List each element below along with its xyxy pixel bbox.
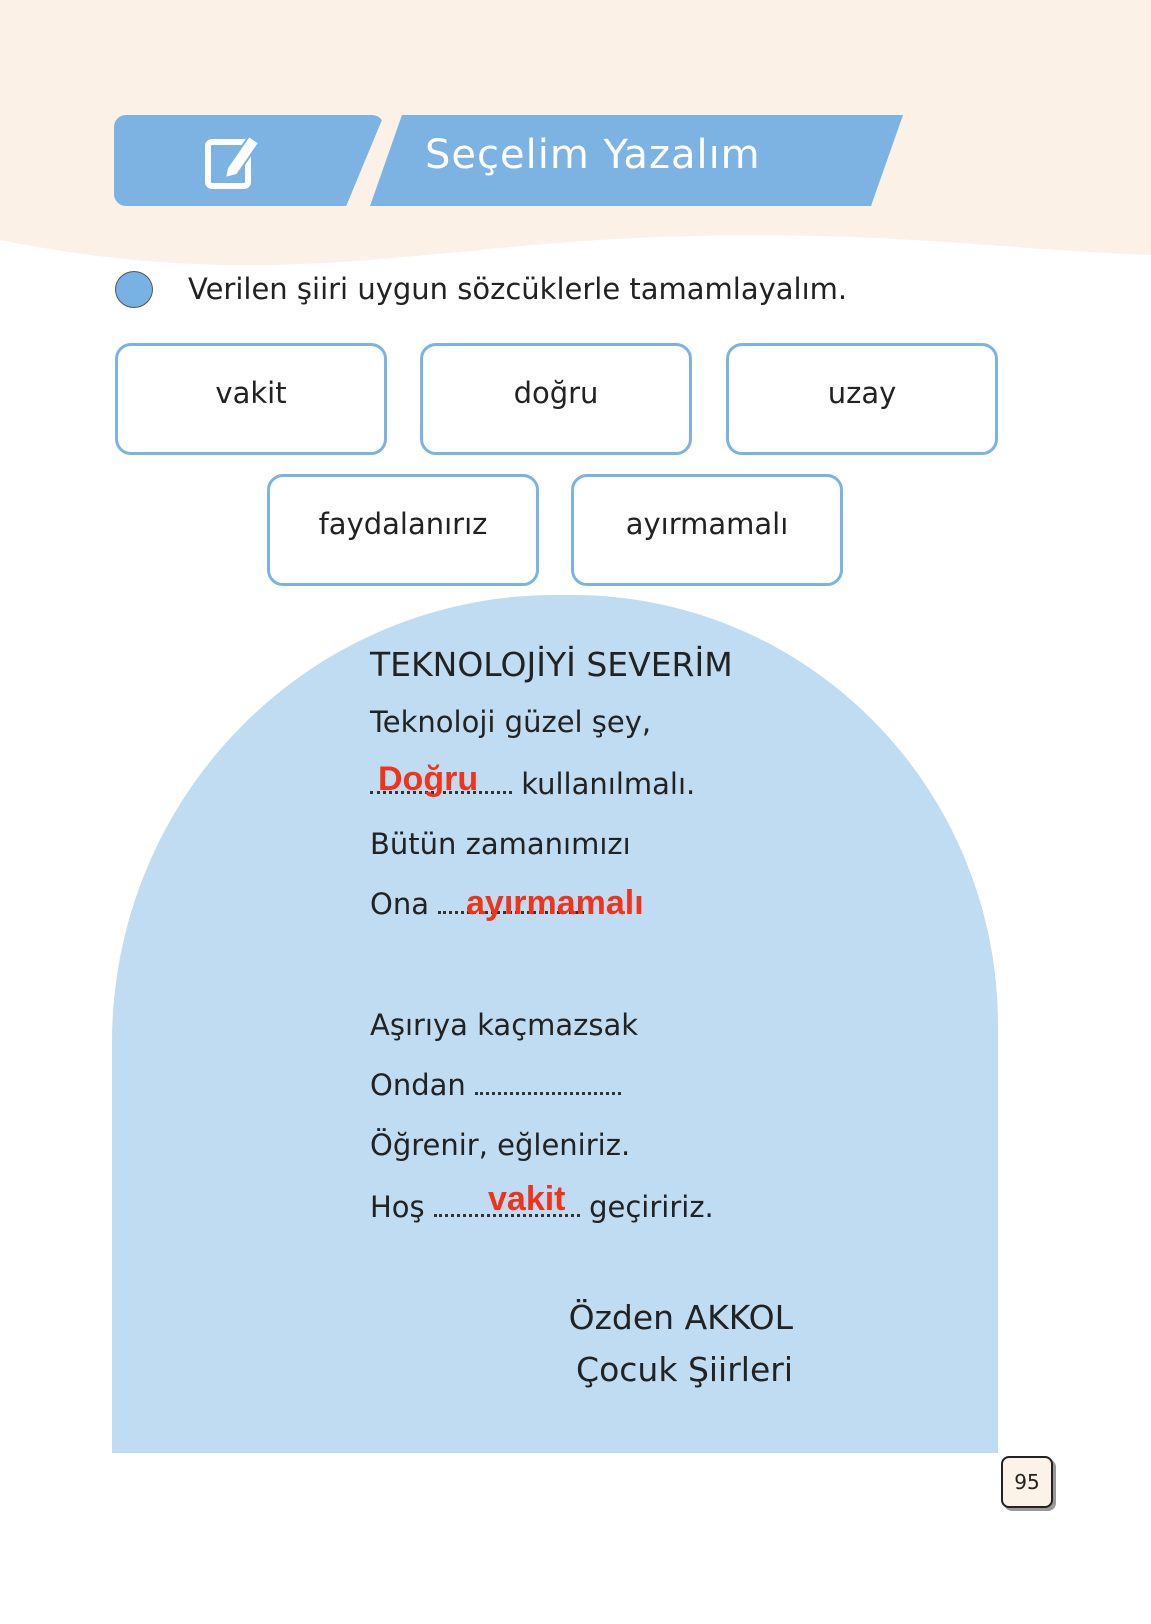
instruction: Verilen şiiri uygun sözcüklerle tamamlayalım. [188,272,848,306]
poem-line [370,1068,621,1102]
poem-line-text: Ona [370,887,429,921]
blank[interactable] [475,1075,621,1095]
poem-line-text: Ondan [370,1068,466,1102]
word-card-uzay[interactable]: uzay [726,343,998,455]
poem-author: Özden AKKOL [568,1298,793,1337]
word-card-faydalaniriz[interactable]: faydalanırız [267,474,539,586]
poem-source: Çocuk Şiirleri [576,1350,793,1389]
word-card-dogru[interactable]: doğru [420,343,692,455]
poem-line: Öğrenir, eğleniriz. [370,1128,631,1162]
answer-dogru: Doğru [378,760,479,798]
word-card-ayirmamali[interactable]: ayırmamalı [571,474,843,586]
poem-title: TEKNOLOJİYİ SEVERİM [370,645,733,684]
poem-line-text: geçiririz. [589,1190,714,1224]
answer-vakit: vakit [488,1180,566,1218]
poem-line: Teknoloji güzel şey, [370,705,652,739]
poem-line-text: Hoş [370,1190,425,1224]
answer-ayirmamali: ayırmamalı [466,884,644,922]
page-number: 95 [1001,1456,1053,1508]
word-card-vakit[interactable]: vakit [115,343,387,455]
poem-line: Bütün zamanımızı [370,827,631,861]
poem-line-text: kullanılmalı. [521,767,696,801]
section-title: Seçelim Yazalım [425,132,761,178]
poem-line: Aşırıya kaçmazsak [370,1008,639,1042]
